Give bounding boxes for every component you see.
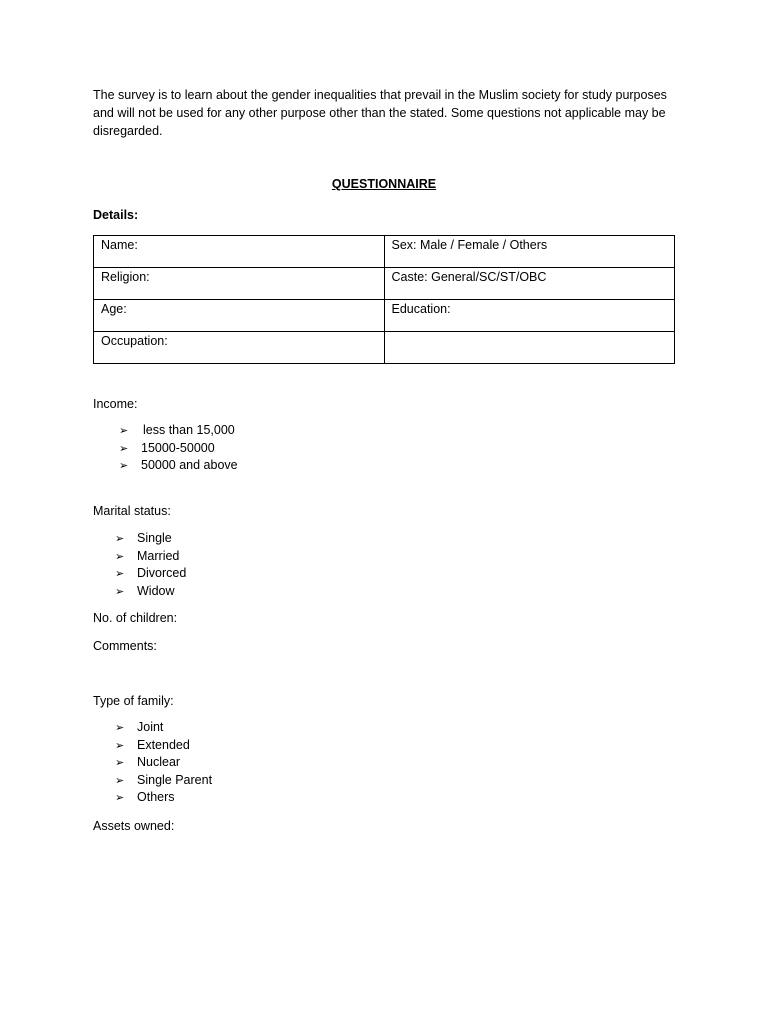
intro-paragraph: The survey is to learn about the gender inequalities that prevail in the Muslim society for study purposes and will not be used for any other purpose other than the stated. Some questions not applicable may be disregarded. bbox=[93, 88, 667, 138]
table-row bbox=[94, 332, 675, 364]
empty-field[interactable] bbox=[384, 332, 675, 364]
children-label: No. of children: bbox=[93, 611, 178, 625]
arrow-bullet-icon: ➢ bbox=[115, 791, 125, 805]
arrow-bullet-icon: ➢ bbox=[115, 584, 125, 598]
list-item[interactable]: ➢ Nuclear bbox=[115, 754, 212, 772]
list-item[interactable]: ➢ Others bbox=[115, 789, 212, 807]
income-label: Income: bbox=[93, 397, 138, 411]
income-options bbox=[119, 422, 238, 475]
list-item[interactable]: ➢ Single Parent bbox=[115, 772, 212, 790]
assets-label: Assets owned: bbox=[93, 819, 175, 833]
marital-status-options bbox=[115, 530, 186, 600]
list-item[interactable]: ➢ Married bbox=[115, 548, 186, 566]
comments-label: Comments: bbox=[93, 639, 157, 653]
list-item[interactable]: ➢ 50000 and above bbox=[119, 457, 238, 475]
arrow-bullet-icon: ➢ bbox=[119, 424, 129, 437]
caste-field[interactable]: Caste: General/SC/ST/OBC bbox=[384, 268, 675, 300]
table-row bbox=[94, 236, 675, 268]
list-item[interactable]: ➢ Extended bbox=[115, 737, 212, 755]
arrow-bullet-icon: ➢ bbox=[115, 567, 125, 581]
list-item[interactable]: ➢ Divorced bbox=[115, 565, 186, 583]
table-row bbox=[94, 268, 675, 300]
family-type-options bbox=[115, 719, 212, 807]
marital-status-label: Marital status: bbox=[93, 504, 171, 518]
list-item[interactable]: ➢ less than 15,000 bbox=[119, 422, 238, 440]
page-title: QUESTIONNAIRE bbox=[331, 177, 437, 191]
education-field[interactable]: Education: bbox=[384, 300, 675, 332]
sex-field[interactable]: Sex: Male / Female / Others bbox=[384, 236, 675, 268]
arrow-bullet-icon: ➢ bbox=[115, 532, 125, 545]
list-item[interactable]: ➢ Widow bbox=[115, 583, 186, 601]
details-table bbox=[93, 235, 675, 364]
details-heading: Details: bbox=[93, 208, 139, 222]
occupation-field[interactable]: Occupation: bbox=[94, 332, 385, 364]
religion-field[interactable]: Religion: bbox=[94, 268, 385, 300]
arrow-bullet-icon: ➢ bbox=[115, 549, 125, 563]
arrow-bullet-icon: ➢ bbox=[119, 441, 129, 455]
arrow-bullet-icon: ➢ bbox=[115, 773, 125, 787]
arrow-bullet-icon: ➢ bbox=[115, 756, 125, 770]
list-item[interactable]: ➢ Single bbox=[115, 530, 186, 548]
list-item[interactable]: ➢ 15000-50000 bbox=[119, 440, 238, 458]
family-type-label: Type of family: bbox=[93, 694, 174, 708]
table-row bbox=[94, 300, 675, 332]
age-field[interactable]: Age: bbox=[94, 300, 385, 332]
arrow-bullet-icon: ➢ bbox=[115, 738, 125, 752]
name-field[interactable]: Name: bbox=[94, 236, 385, 268]
arrow-bullet-icon: ➢ bbox=[115, 721, 125, 734]
arrow-bullet-icon: ➢ bbox=[119, 459, 129, 473]
list-item[interactable]: ➢ Joint bbox=[115, 719, 212, 737]
